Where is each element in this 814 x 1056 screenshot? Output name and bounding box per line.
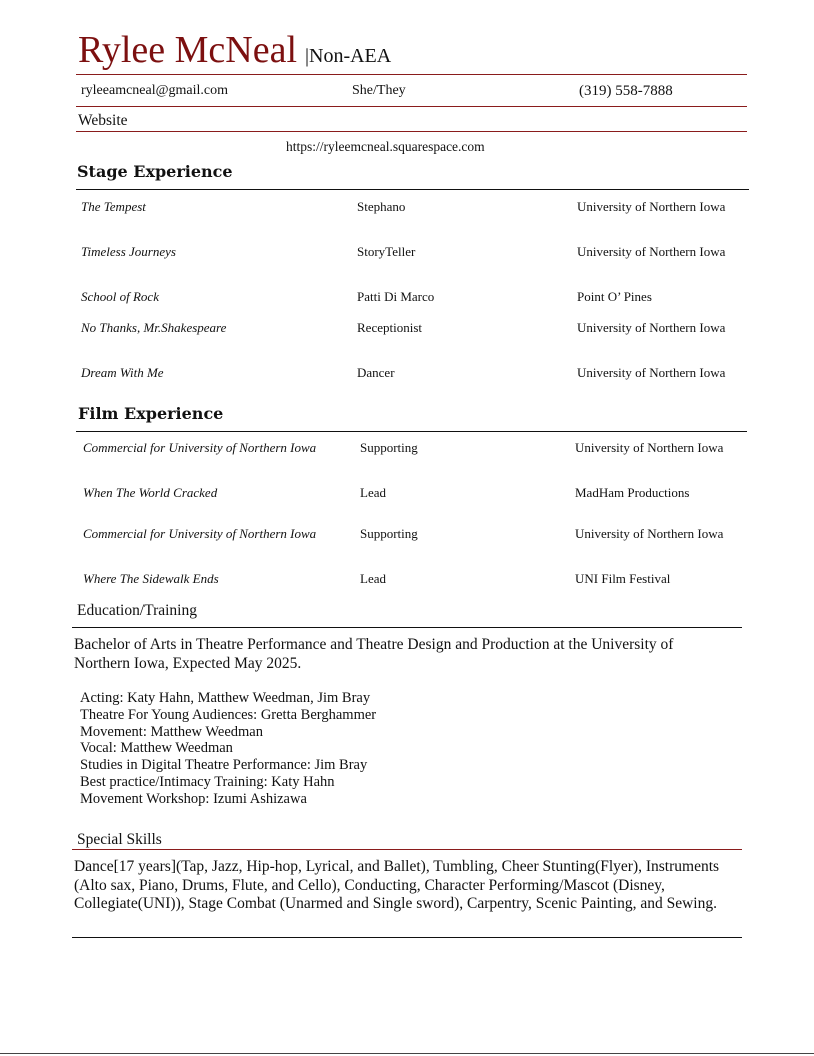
page-bottom-edge — [0, 1053, 814, 1054]
education-divider — [72, 627, 742, 628]
stage-title: Timeless Journeys — [81, 244, 176, 259]
training-item: Theatre For Young Audiences: Gretta Berghammer — [80, 707, 377, 723]
training-item: Studies in Digital Theatre Performance: Jim Bray — [80, 757, 368, 773]
website-heading: Website — [78, 112, 128, 129]
website-url[interactable]: https://ryleemcneal.squarespace.com — [286, 139, 485, 154]
training-item: Movement: Matthew Weedman — [80, 724, 263, 740]
email[interactable]: ryleeamcneal@gmail.com — [81, 83, 228, 98]
stage-role: Patti Di Marco — [357, 289, 435, 304]
training-item: Vocal: Matthew Weedman — [80, 740, 233, 756]
skills-heading: Special Skills — [77, 831, 162, 848]
film-role: Lead — [360, 485, 386, 500]
film-title: Where The Sidewalk Ends — [83, 571, 219, 586]
skills-divider — [72, 849, 742, 850]
stage-title: No Thanks, Mr.Shakespeare — [81, 320, 227, 335]
stage-role: Receptionist — [357, 320, 422, 335]
training-item: Best practice/Intimacy Training: Katy Hahn — [80, 774, 335, 790]
website-divider — [76, 131, 747, 132]
actor-name: Rylee McNeal — [78, 29, 298, 71]
skills-text: Dance[17 years](Tap, Jazz, Hip-hop, Lyrical, and Ballet), Tumbling, Cheer Stunting(Flyer), Instruments (Alto sax, Piano, Drums, Flute, and Cello), Conducting, Character Performing/Mascot (Disney, Collegiate(UNI)), Stage Combat (Unarmed and Single sword), Carpentry, Scenic Painting, and Sewing. — [74, 858, 720, 912]
phone[interactable]: (319) 558-7888 — [579, 83, 673, 99]
film-venue: MadHam Productions — [575, 485, 690, 500]
film-venue: UNI Film Festival — [575, 571, 671, 586]
training-item: Acting: Katy Hahn, Matthew Weedman, Jim Bray — [80, 690, 371, 706]
stage-title: Dream With Me — [81, 365, 164, 380]
stage-title: The Tempest — [81, 199, 146, 214]
film-heading: Film Experience — [78, 404, 224, 423]
stage-heading: Stage Experience — [77, 162, 233, 181]
stage-venue: University of Northern Iowa — [577, 320, 726, 335]
skills-bottom-divider — [72, 937, 742, 938]
film-role: Supporting — [360, 440, 418, 455]
stage-role: Stephano — [357, 199, 406, 214]
header-divider — [76, 74, 747, 75]
stage-venue: University of Northern Iowa — [577, 365, 726, 380]
film-venue: University of Northern Iowa — [575, 526, 724, 541]
education-heading: Education/Training — [77, 602, 197, 619]
training-item: Movement Workshop: Izumi Ashizawa — [80, 791, 307, 807]
film-role: Lead — [360, 571, 386, 586]
stage-title: School of Rock — [81, 289, 159, 304]
stage-venue: Point O’ Pines — [577, 289, 652, 304]
film-title: Commercial for University of Northern Iowa — [83, 526, 317, 541]
film-role: Supporting — [360, 526, 418, 541]
union-status: |Non-AEA — [305, 45, 392, 67]
degree: Bachelor of Arts in Theatre Performance and Theatre Design and Production at the University of Northern Iowa, Expected May 2025. — [74, 636, 674, 672]
stage-venue: University of Northern Iowa — [577, 244, 726, 259]
pronouns: She/They — [352, 83, 406, 98]
film-title: When The World Cracked — [83, 485, 218, 500]
stage-role: StoryTeller — [357, 244, 416, 259]
stage-venue: University of Northern Iowa — [577, 199, 726, 214]
film-venue: University of Northern Iowa — [575, 440, 724, 455]
contact-divider — [76, 106, 747, 107]
stage-role: Dancer — [357, 365, 395, 380]
stage-divider — [76, 189, 749, 190]
film-title: Commercial for University of Northern Iowa — [83, 440, 317, 455]
film-divider — [76, 431, 747, 432]
